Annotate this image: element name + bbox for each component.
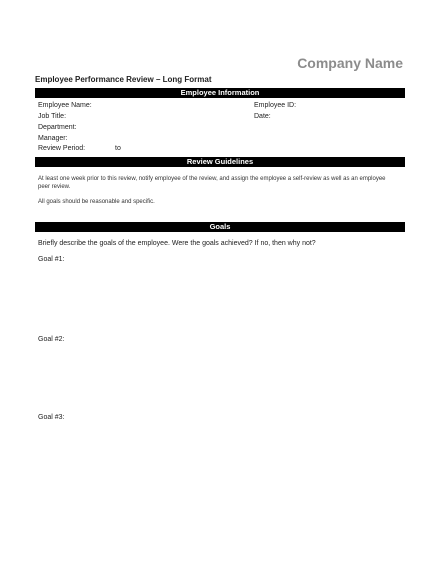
section-header-goals: Goals [35,222,405,232]
manager-label: Manager: [38,135,68,142]
section-header-review-guidelines: Review Guidelines [35,157,405,167]
section-header-employee-information: Employee Information [35,88,405,98]
company-name: Company Name [297,55,403,71]
job-title-label: Job Title: [38,113,67,120]
guideline-notify-text: At least one week prior to this review, notify employee of the review, and assign the employee a self-review as well as an employee peer review. [38,176,386,190]
employee-name-label: Employee Name: [38,102,92,109]
goal-1-label: Goal #1: [38,256,65,263]
goals-prompt: Briefly describe the goals of the employee. Were the goals achieved? If no, then why not? [38,240,316,247]
guideline-goals-text: All goals should be reasonable and specific. [38,199,155,205]
date-label: Date: [254,113,271,120]
document-title: Employee Performance Review – Long Format [35,75,212,84]
goal-3-label: Goal #3: [38,414,65,421]
employee-id-label: Employee ID: [254,102,297,109]
goal-2-label: Goal #2: [38,336,65,343]
review-period-label: Review Period: [38,145,86,152]
department-label: Department: [38,124,77,131]
review-period-to-label: to [115,145,121,152]
